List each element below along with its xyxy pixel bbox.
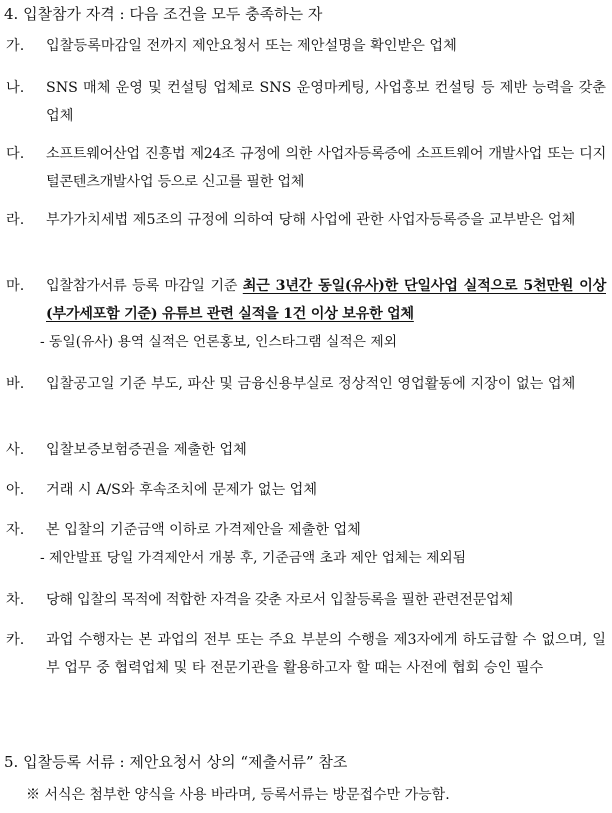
item-ja (6, 516, 606, 572)
item-text: 입찰보증보험증권을 제출한 업체 (46, 442, 247, 458)
item-ga (6, 32, 606, 60)
item-text: 당해 입찰의 목적에 적합한 자격을 갖춘 자로서 입찰등록을 필한 관련전문업체 (46, 592, 513, 608)
item-text: 부가가치세법 제5조의 규정에 의하여 당해 사업에 관한 사업자등록증을 교부받은 업체 (46, 212, 576, 228)
item-text: 거래 시 A/S와 후속조치에 문제가 없는 업체 (46, 482, 318, 498)
item-da (6, 140, 606, 196)
item-sa (6, 436, 606, 464)
item-marker: 아. (6, 482, 25, 498)
item-marker: 카. (6, 632, 25, 648)
item-subnote: - 동일(유사) 용역 실적은 언론홍보, 인스타그램 실적은 제외 (40, 334, 398, 350)
section-4-title: 4. 입찰참가 자격 : 다음 조건을 모두 충족하는 자 (4, 5, 323, 23)
section-5-note: ※ 서식은 첨부한 양식을 사용 바라며, 등록서류는 방문접수만 가능함. (26, 787, 450, 803)
item-text-plain: 입찰참가서류 등록 마감일 기준 (46, 278, 243, 294)
item-text: SNS 매체 운영 및 컨설팅 업체로 SNS 운영마케팅, 사업홍보 컨설팅 등 제반 능력을 갖춘 업체 (46, 80, 606, 124)
item-ka (6, 626, 606, 682)
item-marker: 마. (6, 278, 25, 294)
item-text (46, 272, 606, 328)
item-marker: 가. (6, 38, 25, 54)
item-a (6, 476, 606, 504)
item-marker: 라. (6, 212, 25, 228)
section-5-title: 5. 입찰등록 서류 : 제안요청서 상의 “제출서류” 참조 (4, 753, 348, 771)
item-text: 과업 수행자는 본 과업의 전부 또는 주요 부분의 수행을 제3자에게 하도급할 수 없으며, 일부 업무 중 협력업체 및 타 전문기관을 활용하고자 할 때는 사전에 협회 승인 필수 (46, 632, 606, 676)
item-marker: 다. (6, 146, 25, 162)
item-text-underlined: 최근 3년간 동일(유사)한 단일사업 실적으로 5천만원 이상(부가세포함 기준) 유튜브 관련 실적을 1건 이상 보유한 업체 (46, 278, 606, 322)
item-subnote: - 제안발표 당일 가격제안서 개봉 후, 기준금액 초과 제안 업체는 제외됨 (40, 550, 467, 566)
item-marker: 나. (6, 80, 25, 96)
item-text: 소프트웨어산업 진흥법 제24조 규정에 의한 사업자등록증에 소프트웨어 개발사업 또는 디지털콘텐츠개발사업 등으로 신고를 필한 업체 (46, 146, 606, 190)
item-marker: 바. (6, 376, 25, 392)
item-text: 본 입찰의 기준금액 이하로 가격제안을 제출한 업체 (46, 522, 361, 538)
item-text: 입찰등록마감일 전까지 제안요청서 또는 제안설명을 확인받은 업체 (46, 38, 457, 54)
item-text: 입찰공고일 기준 부도, 파산 및 금융신용부실로 정상적인 영업활동에 지장이 없는 업체 (46, 376, 576, 392)
item-ra (6, 206, 606, 234)
item-cha (6, 586, 606, 614)
item-ba (6, 370, 606, 398)
item-marker: 차. (6, 592, 25, 608)
item-marker: 사. (6, 442, 25, 458)
item-ma (6, 272, 606, 356)
item-na (6, 74, 606, 130)
item-marker: 자. (6, 522, 25, 538)
